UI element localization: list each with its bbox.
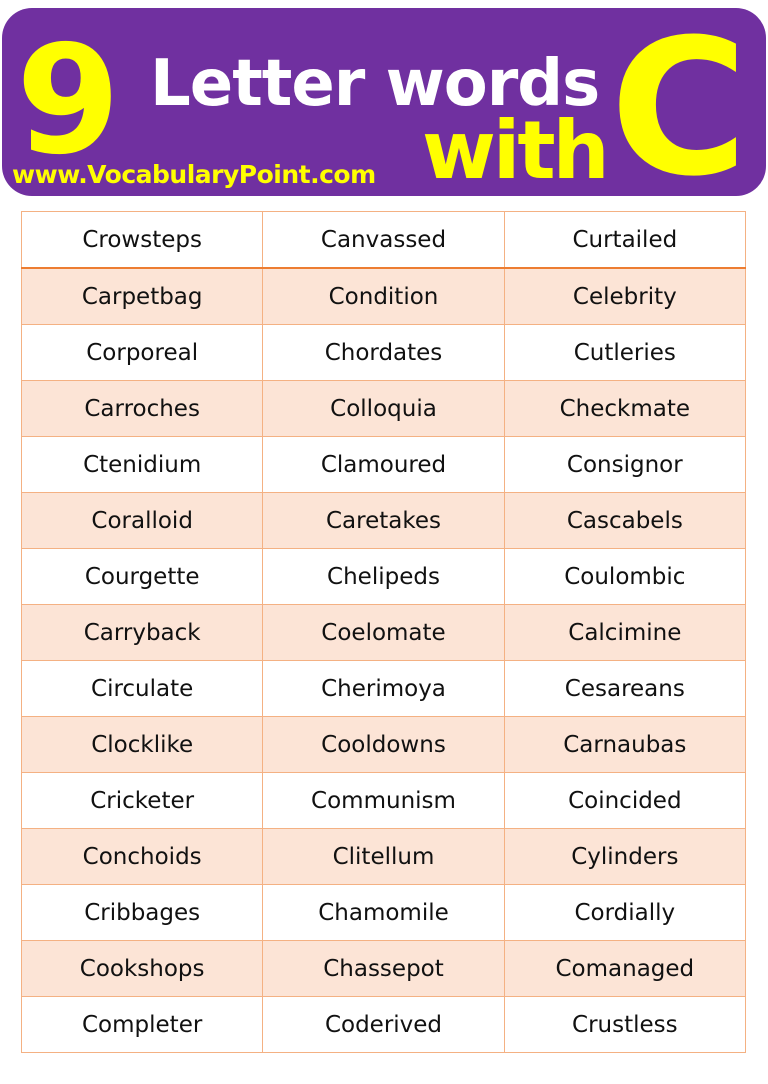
- word-cell: Coderived: [263, 997, 504, 1053]
- word-cell: Carnaubas: [504, 717, 745, 773]
- table-row: [22, 437, 746, 493]
- word-cell: Cribbages: [22, 885, 263, 941]
- word-cell: Consignor: [504, 437, 745, 493]
- word-cell: Corporeal: [22, 325, 263, 381]
- letter-count-number: 9: [16, 14, 117, 188]
- website-url: www.VocabularyPoint.com: [12, 160, 376, 189]
- word-cell: Cookshops: [22, 941, 263, 997]
- word-cell: Chordates: [263, 325, 504, 381]
- table-row: [22, 493, 746, 549]
- banner-title: Letter words: [150, 47, 600, 121]
- word-cell: Crustless: [504, 997, 745, 1053]
- word-cell: Colloquia: [263, 381, 504, 437]
- table-row: [22, 605, 746, 661]
- table-row: [22, 941, 746, 997]
- word-cell: Caretakes: [263, 493, 504, 549]
- word-cell: Cylinders: [504, 829, 745, 885]
- word-cell: Clamoured: [263, 437, 504, 493]
- word-cell: Coralloid: [22, 493, 263, 549]
- table-row: [22, 773, 746, 829]
- word-cell: Coincided: [504, 773, 745, 829]
- word-cell: Cordially: [504, 885, 745, 941]
- table-row: [22, 212, 746, 269]
- word-cell: Ctenidium: [22, 437, 263, 493]
- table-row: [22, 268, 746, 325]
- word-table-body: [22, 212, 746, 1053]
- table-row: [22, 885, 746, 941]
- word-cell: Cricketer: [22, 773, 263, 829]
- word-cell: Curtailed: [504, 212, 745, 269]
- word-cell: Completer: [22, 997, 263, 1053]
- word-cell: Calcimine: [504, 605, 745, 661]
- table-row: [22, 381, 746, 437]
- word-cell: Carryback: [22, 605, 263, 661]
- table-row: [22, 661, 746, 717]
- table-row: [22, 325, 746, 381]
- word-cell: Cooldowns: [263, 717, 504, 773]
- table-row: [22, 829, 746, 885]
- word-cell: Condition: [263, 268, 504, 325]
- word-cell: Canvassed: [263, 212, 504, 269]
- word-cell: Cascabels: [504, 493, 745, 549]
- table-row: [22, 717, 746, 773]
- banner-letter: C: [610, 0, 748, 218]
- table-row: [22, 997, 746, 1053]
- banner-with-text: with: [422, 104, 607, 197]
- word-cell: Carpetbag: [22, 268, 263, 325]
- word-cell: Cutleries: [504, 325, 745, 381]
- word-cell: Comanaged: [504, 941, 745, 997]
- word-cell: Checkmate: [504, 381, 745, 437]
- title-banner: [2, 0, 766, 218]
- word-cell: Conchoids: [22, 829, 263, 885]
- word-cell: Chassepot: [263, 941, 504, 997]
- word-cell: Cesareans: [504, 661, 745, 717]
- word-cell: Chamomile: [263, 885, 504, 941]
- table-row: [22, 549, 746, 605]
- word-cell: Chelipeds: [263, 549, 504, 605]
- word-cell: Circulate: [22, 661, 263, 717]
- word-cell: Communism: [263, 773, 504, 829]
- word-cell: Clocklike: [22, 717, 263, 773]
- word-cell: Cherimoya: [263, 661, 504, 717]
- word-cell: Carroches: [22, 381, 263, 437]
- word-cell: Crowsteps: [22, 212, 263, 269]
- word-cell: Clitellum: [263, 829, 504, 885]
- word-table: [21, 211, 746, 1053]
- word-cell: Coelomate: [263, 605, 504, 661]
- word-cell: Celebrity: [504, 268, 745, 325]
- word-cell: Courgette: [22, 549, 263, 605]
- word-cell: Coulombic: [504, 549, 745, 605]
